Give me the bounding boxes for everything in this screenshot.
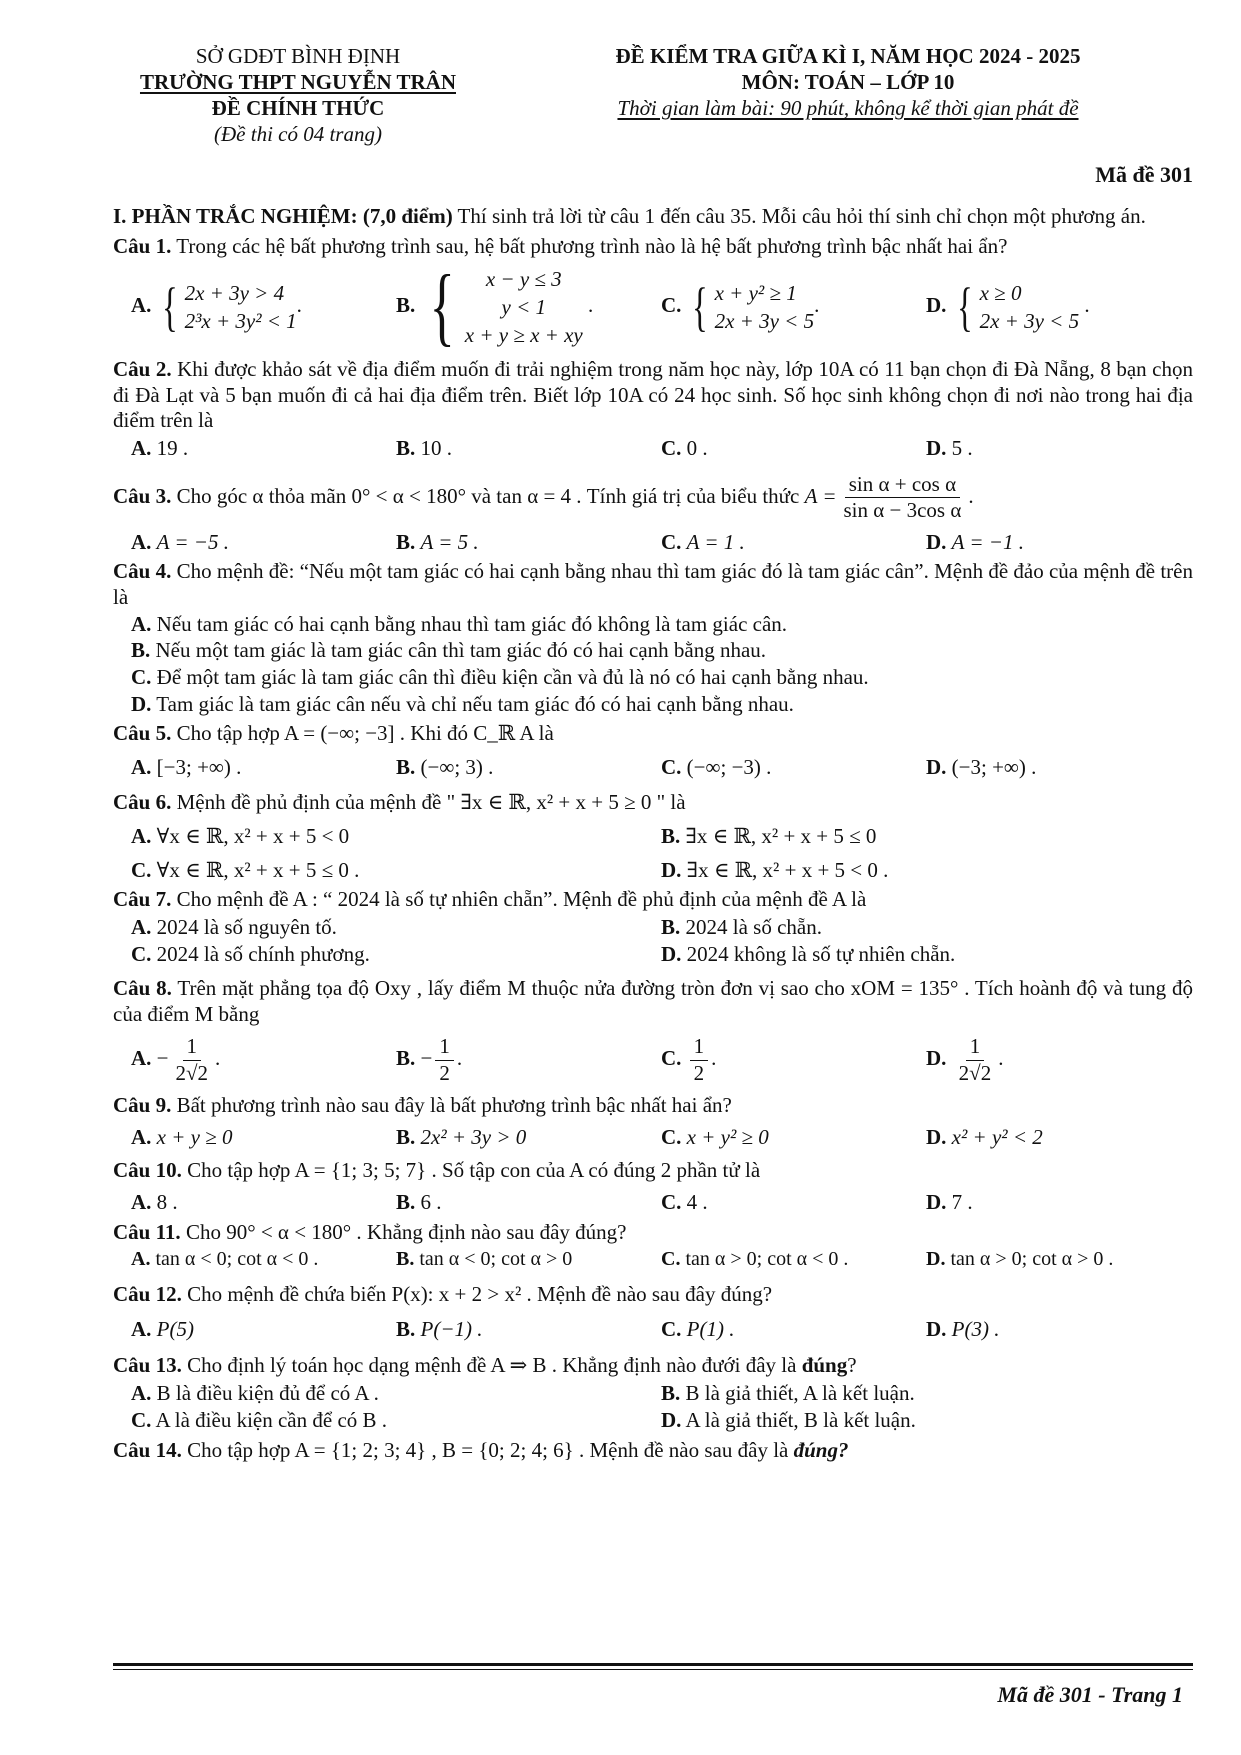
question-14 xyxy=(113,1438,1193,1464)
question-text: Cho mệnh đề: “Nếu một tam giác có hai cạnh bằng nhau thì tam giác đó là tam giác cân”. Mệnh đề đảo của mệnh đề trên là xyxy=(113,559,1193,610)
option-label: B. xyxy=(396,1190,416,1215)
option-d[interactable] xyxy=(926,755,1191,781)
question-text: Cho định lý toán học dạng mệnh đề A ⇒ B . Khẳng định nào đưới đây là xyxy=(181,1352,802,1377)
option-text: x² + y² < 2 xyxy=(951,1124,1043,1149)
question-text: Cho tập hợp A = {1; 2; 3; 4} , B = {0; 2; 4; 6} . Mệnh đề nào sau đây là xyxy=(181,1437,794,1462)
divider-thin xyxy=(113,1669,1193,1670)
option-label: B. xyxy=(396,1317,416,1342)
option-d[interactable] xyxy=(661,1408,1191,1434)
options-row xyxy=(113,1247,1193,1271)
option-c[interactable] xyxy=(661,1034,926,1086)
option-label: C. xyxy=(661,754,682,779)
option-label: B. xyxy=(396,436,416,461)
option-text: Tam giác là tam giác cân nếu và chỉ nếu tam giác đó có hai cạnh bằng nhau. xyxy=(151,691,794,716)
question-text: Khi được khảo sát về địa điểm muốn đi trải nghiệm trong năm học này, lớp 10A có 11 bạn chọn đi Đà Nẵng, 8 bạn chọn đi Đà Lạt và 5 bạn muốn đi cả hai địa điểm trên. Biết lớp 10A có 24 học sinh. Số học sinh không chọn đi nơi nào trong hai địa điểm trên là xyxy=(113,357,1193,433)
fraction-numerator: 1 xyxy=(966,1034,985,1061)
option-label: A. xyxy=(131,436,152,461)
option-a[interactable] xyxy=(131,755,396,781)
option-label: C. xyxy=(661,1124,682,1149)
option-a[interactable] xyxy=(131,1247,396,1271)
option-text: P(1) . xyxy=(686,1317,735,1342)
option-c[interactable] xyxy=(661,1247,926,1271)
option-label: B. xyxy=(396,529,416,554)
question-number: Câu 14. xyxy=(113,1437,182,1462)
option-label: B. xyxy=(661,914,681,939)
footer-divider xyxy=(113,1663,1193,1670)
option-text: 10 . xyxy=(420,436,453,461)
option-text: tan α > 0; cot α < 0 . xyxy=(685,1248,849,1271)
option-label: A. xyxy=(131,1248,151,1271)
option-a[interactable] xyxy=(131,1317,396,1343)
option-label: A. xyxy=(131,914,152,939)
option-text: P(5) xyxy=(156,1317,194,1342)
question-number: Câu 2. xyxy=(113,357,172,382)
options-row xyxy=(113,1125,1193,1151)
question-text: Cho góc α thỏa mãn 0° < α < 180° và tan α = 4 . Tính giá trị của biểu thức xyxy=(171,483,805,508)
option-label: D. xyxy=(926,754,947,779)
question-number: Câu 6. xyxy=(113,790,172,815)
option-label: D. xyxy=(926,1248,946,1271)
option-c[interactable] xyxy=(661,1317,926,1343)
option-text: 8 . xyxy=(156,1190,178,1215)
exam-page xyxy=(113,44,1193,1463)
option-label: A. xyxy=(131,1190,152,1215)
option-b[interactable] xyxy=(113,638,1193,664)
option-text: 4 . xyxy=(686,1190,708,1215)
question-3: Câu 3. Cho góc α thỏa mãn 0° < α < 180° và tan α = 4 . Tính giá trị của biểu thức A = $\frac{\text{sin α + cos α}}{\text{sin α − 3cos α}}$ . xyxy=(113,471,974,523)
option-text: 2024 là số nguyên tố. xyxy=(151,914,337,939)
option-label: B. xyxy=(396,754,416,779)
options-row xyxy=(113,1190,1193,1216)
page-count: (Đề thi có 04 trang) xyxy=(214,122,382,146)
option-a[interactable] xyxy=(131,436,396,462)
option-label: B. xyxy=(396,293,416,318)
question-12 xyxy=(113,1282,1193,1308)
option-label: C. xyxy=(661,1248,681,1271)
option-d[interactable]: D. { x ≥ 0 2x + 3y < 5 . xyxy=(926,277,1090,338)
option-d[interactable] xyxy=(926,1317,1191,1343)
section-intro xyxy=(113,204,1193,230)
option-d[interactable] xyxy=(926,530,1191,556)
option-d[interactable] xyxy=(113,692,1193,718)
inequality-system: { x + y² ≥ 1 2x + 3y < 5 xyxy=(691,277,815,338)
option-c[interactable] xyxy=(113,665,1193,691)
option-label: A. xyxy=(131,293,152,318)
option-a[interactable] xyxy=(131,1381,661,1407)
fraction-denominator: 2√2 xyxy=(175,1060,209,1085)
option-text: tan α > 0; cot α > 0 . xyxy=(950,1248,1114,1271)
option-label: C. xyxy=(661,529,682,554)
option-label: D. xyxy=(131,691,152,716)
option-c[interactable] xyxy=(661,1190,926,1216)
school-name: TRƯỜNG THPT NGUYỄN TRÂN xyxy=(139,70,456,94)
system-line: x + y ≥ x + xy xyxy=(464,323,583,348)
option-d[interactable] xyxy=(926,1247,1191,1271)
option-text: B là giả thiết, A là kết luận. xyxy=(680,1380,915,1405)
options-grid xyxy=(113,822,1193,883)
option-b[interactable] xyxy=(396,1190,661,1216)
option-label: D. xyxy=(926,529,947,554)
options-grid xyxy=(113,913,1193,968)
options-row xyxy=(113,755,1193,781)
option-a[interactable] xyxy=(131,1034,396,1086)
option-b[interactable] xyxy=(396,530,661,556)
inequality-system: { x − y ≤ 3 y < 1 x + y ≥ x + xy xyxy=(428,258,583,356)
option-b[interactable] xyxy=(396,755,661,781)
option-label: D. xyxy=(926,1124,947,1149)
system-line: 2x + 3y > 4 xyxy=(184,280,285,305)
option-label: D. xyxy=(661,942,682,967)
option-label: C. xyxy=(131,1408,152,1433)
question-number: Câu 8. xyxy=(113,976,172,1001)
option-label: A. xyxy=(131,611,152,636)
option-label: A. xyxy=(131,1317,152,1342)
emphasis-word: đúng xyxy=(801,1352,848,1377)
option-text: 19 . xyxy=(156,436,189,461)
question-13 xyxy=(113,1353,1193,1379)
question-8 xyxy=(113,976,1193,1027)
option-text: ∃x ∈ ℝ, x² + x + 5 < 0 . xyxy=(686,857,889,882)
minus-sign: − xyxy=(420,1046,433,1071)
option-label: C. xyxy=(131,857,152,882)
exam-title: ĐỀ KIỂM TRA GIỮA KÌ I, NĂM HỌC 2024 - 2025 xyxy=(615,44,1081,68)
system-line: 2x + 3y < 5 xyxy=(714,309,815,334)
option-label: C. xyxy=(661,436,682,461)
options-row xyxy=(113,530,1193,556)
exam-header xyxy=(113,44,1193,187)
question-number: Câu 4. xyxy=(113,559,172,584)
question-10 xyxy=(113,1158,1193,1184)
option-fraction xyxy=(955,1034,996,1086)
option-c[interactable] xyxy=(661,436,926,462)
option-text: ∀x ∈ ℝ, x² + x + 5 < 0 xyxy=(156,823,350,848)
system-line: 2x + 3y < 5 xyxy=(979,309,1080,334)
option-label: D. xyxy=(926,1190,947,1215)
question-number: Câu 3. xyxy=(113,483,172,508)
option-fraction xyxy=(435,1034,454,1086)
question-text: Cho tập hợp A = (−∞; −3] . Khi đó C_ℝ A là xyxy=(171,721,554,746)
option-text: A là điều kiện cần để có B . xyxy=(151,1408,388,1433)
option-b[interactable] xyxy=(396,1247,661,1271)
question-number: Câu 7. xyxy=(113,887,172,912)
question-6 xyxy=(113,790,1193,816)
system-line: x ≥ 0 xyxy=(979,280,1022,305)
option-c[interactable] xyxy=(131,942,661,968)
option-text: P(3) . xyxy=(951,1317,1000,1342)
option-label: C. xyxy=(661,293,682,318)
header-right xyxy=(503,44,1193,122)
question-number: Câu 11. xyxy=(113,1219,181,1244)
option-c[interactable] xyxy=(661,530,926,556)
option-label: A. xyxy=(131,823,152,848)
option-a[interactable]: A. { 2x + 3y > 4 2³x + 3y² < 1 . xyxy=(131,277,302,338)
option-b[interactable] xyxy=(396,1317,661,1343)
option-text: 6 . xyxy=(420,1190,442,1215)
subject: MÔN: TOÁN – LỚP 10 xyxy=(741,70,955,94)
option-label: D. xyxy=(926,1046,947,1071)
option-label: C. xyxy=(661,1317,682,1342)
option-text: ∃x ∈ ℝ, x² + x + 5 ≤ 0 xyxy=(685,823,877,848)
expression-lhs: A = xyxy=(804,483,837,508)
options-row xyxy=(113,436,1193,462)
option-label: D. xyxy=(661,1408,682,1433)
period: . xyxy=(998,1046,1004,1071)
option-label: C. xyxy=(131,942,152,967)
question-text: Cho mệnh đề A : “ 2024 là số tự nhiên chẵn”. Mệnh đề phủ định của mệnh đề A là xyxy=(171,887,867,912)
option-c[interactable] xyxy=(131,858,661,884)
option-text: 7 . xyxy=(951,1190,973,1215)
fraction-denominator: 2√2 xyxy=(958,1060,992,1085)
question-text: Cho tập hợp A = {1; 3; 5; 7} . Số tập con của A có đúng 2 phần tử là xyxy=(181,1158,761,1183)
option-text: Nếu tam giác có hai cạnh bằng nhau thì tam giác đó không là tam giác cân. xyxy=(151,611,788,636)
option-text: 2x² + 3y > 0 xyxy=(420,1124,527,1149)
period: . xyxy=(456,1046,463,1071)
option-text: A = −1 . xyxy=(951,529,1024,554)
fraction-numerator: 1 xyxy=(435,1034,454,1061)
option-label: A. xyxy=(131,754,152,779)
option-text: tan α < 0; cot α > 0 xyxy=(419,1248,573,1271)
option-a[interactable] xyxy=(131,915,661,941)
question-4 xyxy=(113,559,1193,610)
option-b[interactable] xyxy=(396,436,661,462)
option-label: A. xyxy=(131,1046,152,1071)
option-c[interactable]: C. { x + y² ≥ 1 2x + 3y < 5 . xyxy=(661,277,820,338)
question-number: Câu 1. xyxy=(113,233,172,258)
exam-code: Mã đề 301 xyxy=(1095,162,1193,187)
fraction-denominator: 2 xyxy=(693,1060,705,1085)
option-text: A = 5 . xyxy=(420,529,479,554)
option-text: Nếu một tam giác là tam giác cân thì tam giác đó có hai cạnh bằng nhau. xyxy=(150,638,767,663)
question-5 xyxy=(113,721,1193,747)
option-text: (−∞; −3) . xyxy=(686,754,772,779)
question-text: Trên mặt phẳng tọa độ Oxy , lấy điểm M thuộc nửa đường tròn đơn vị sao cho xOM = 135° . Tích hoành độ và tung độ của điểm M bằng xyxy=(113,976,1193,1026)
system-line: x − y ≤ 3 xyxy=(485,266,562,291)
option-text: B là điều kiện đủ để có A . xyxy=(151,1380,379,1405)
question-number: Câu 13. xyxy=(113,1352,182,1377)
inequality-system: { x ≥ 0 2x + 3y < 5 xyxy=(956,277,1080,338)
option-text: ∀x ∈ ℝ, x² + x + 5 ≤ 0 . xyxy=(156,857,360,882)
option-b[interactable] xyxy=(661,1381,1191,1407)
question-text: Bất phương trình nào sau đây là bất phương trình bậc nhất hai ẩn? xyxy=(171,1093,732,1118)
time-limit: Thời gian làm bài: 90 phút, không kể thời gian phát đề xyxy=(617,96,1079,120)
option-label: D. xyxy=(926,436,947,461)
question-text: Trong các hệ bất phương trình sau, hệ bất phương trình nào là hệ bất phương trình bậc nhất hai ẩn? xyxy=(171,233,1008,258)
option-a[interactable] xyxy=(131,1125,396,1151)
option-label: B. xyxy=(661,1380,681,1405)
question-text: Cho mệnh đề chứa biến P(x): x + 2 > x² . Mệnh đề nào sau đây đúng? xyxy=(181,1281,773,1306)
option-d[interactable] xyxy=(926,1034,1191,1086)
page-footer: Mã đề 301 - Trang 1 xyxy=(997,1682,1183,1707)
question-number: Câu 10. xyxy=(113,1158,182,1183)
option-text: (−3; +∞) . xyxy=(951,754,1037,779)
option-d[interactable] xyxy=(661,858,1191,884)
option-text: x + y ≥ 0 xyxy=(156,1124,233,1149)
system-line: 2³x + 3y² < 1 xyxy=(184,309,297,334)
option-c[interactable] xyxy=(661,755,926,781)
option-fraction xyxy=(172,1034,213,1086)
option-label: A. xyxy=(131,529,152,554)
question-11 xyxy=(113,1220,1193,1246)
option-b[interactable] xyxy=(661,915,1191,941)
option-label: C. xyxy=(661,1190,682,1215)
option-a[interactable] xyxy=(131,530,396,556)
option-text: 5 . xyxy=(951,436,973,461)
section-text: Thí sinh trả lời từ câu 1 đến câu 35. Mỗi câu hỏi thí sinh chỉ chọn một phương án. xyxy=(452,204,1146,228)
expression-fraction xyxy=(840,472,966,524)
option-d[interactable] xyxy=(926,1190,1191,1216)
fraction-numerator: 1 xyxy=(690,1034,709,1061)
option-c[interactable] xyxy=(661,1125,926,1151)
option-label: D. xyxy=(926,1317,947,1342)
option-label: D. xyxy=(926,293,947,318)
question-text: Cho 90° < α < 180° . Khẳng định nào sau đây đúng? xyxy=(180,1219,627,1244)
option-d[interactable] xyxy=(661,942,1191,968)
question-7 xyxy=(113,887,1193,913)
option-b[interactable] xyxy=(661,824,1191,850)
official-label: ĐỀ CHÍNH THỨC xyxy=(211,96,385,120)
option-label: B. xyxy=(396,1124,416,1149)
option-text: 2024 là số chẵn. xyxy=(680,914,822,939)
option-label: A. xyxy=(131,1380,152,1405)
option-d[interactable] xyxy=(926,1125,1191,1151)
option-label: B. xyxy=(396,1046,416,1071)
option-label: B. xyxy=(131,638,151,663)
option-text: P(−1) . xyxy=(420,1317,483,1342)
question-2 xyxy=(113,357,1193,434)
system-line: x + y² ≥ 1 xyxy=(714,280,797,305)
option-text: tan α < 0; cot α < 0 . xyxy=(155,1248,319,1271)
fraction-denominator: sin α − 3cos α xyxy=(843,498,962,523)
option-b[interactable] xyxy=(396,1125,661,1151)
option-label: B. xyxy=(661,823,681,848)
option-a[interactable] xyxy=(131,824,661,850)
question-1 xyxy=(113,234,1193,260)
option-label: A. xyxy=(131,1124,152,1149)
option-a[interactable] xyxy=(113,612,1193,638)
option-text: A = 1 . xyxy=(686,529,745,554)
options-grid xyxy=(113,1379,1193,1434)
section-title: I. PHẦN TRẮC NGHIỆM: (7,0 điểm) xyxy=(113,204,453,228)
option-text: A = −5 . xyxy=(156,529,229,554)
option-label: C. xyxy=(661,1046,682,1071)
option-text: (−∞; 3) . xyxy=(420,754,494,779)
question-number: Câu 12. xyxy=(113,1281,182,1306)
divider-thick xyxy=(113,1663,1193,1666)
option-a[interactable] xyxy=(131,1190,396,1216)
option-label: B. xyxy=(396,1248,415,1271)
options-row xyxy=(113,1031,1193,1089)
options-row xyxy=(113,258,1193,356)
option-text: 2024 là số chính phương. xyxy=(151,942,370,967)
option-text: x + y² ≥ 0 xyxy=(686,1124,769,1149)
option-fraction xyxy=(690,1034,709,1086)
option-text: 2024 không là số tự nhiên chẵn. xyxy=(681,942,956,967)
option-text: Để một tam giác là tam giác cân thì điều kiện cần và đủ là nó có hai cạnh bằng nhau. xyxy=(151,664,869,689)
option-c[interactable] xyxy=(131,1408,661,1434)
option-text: 0 . xyxy=(686,436,708,461)
option-b[interactable] xyxy=(396,1034,661,1086)
options-row xyxy=(113,1317,1193,1343)
option-text: [−3; +∞) . xyxy=(156,754,242,779)
question-mark: ? xyxy=(847,1352,857,1377)
option-label: C. xyxy=(131,664,152,689)
option-text: A là giả thiết, B là kết luận. xyxy=(681,1408,916,1433)
minus-sign: − xyxy=(156,1046,169,1071)
fraction-numerator: sin α + cos α xyxy=(845,472,960,499)
period: . xyxy=(711,1046,717,1071)
fraction-denominator: 2 xyxy=(439,1060,450,1085)
period: . xyxy=(215,1046,221,1071)
inequality-system: { 2x + 3y > 4 2³x + 3y² < 1 xyxy=(161,277,297,338)
header-left xyxy=(113,44,483,148)
option-d[interactable] xyxy=(926,436,1191,462)
option-label: D. xyxy=(661,857,682,882)
question-number: Câu 9. xyxy=(113,1093,172,1118)
question-9 xyxy=(113,1093,1193,1119)
emphasis-word: đúng? xyxy=(793,1437,849,1462)
dept-name: SỞ GDĐT BÌNH ĐỊNH xyxy=(195,44,401,68)
question-text: Mệnh đề phủ định của mệnh đề " ∃x ∈ ℝ, x² + x + 5 ≥ 0 " là xyxy=(171,790,686,815)
option-b[interactable]: B. { x − y ≤ 3 y < 1 x + y ≥ x + xy . xyxy=(396,258,594,356)
system-line: y < 1 xyxy=(501,295,546,320)
question-number: Câu 5. xyxy=(113,721,172,746)
fraction-numerator: 1 xyxy=(183,1034,202,1061)
